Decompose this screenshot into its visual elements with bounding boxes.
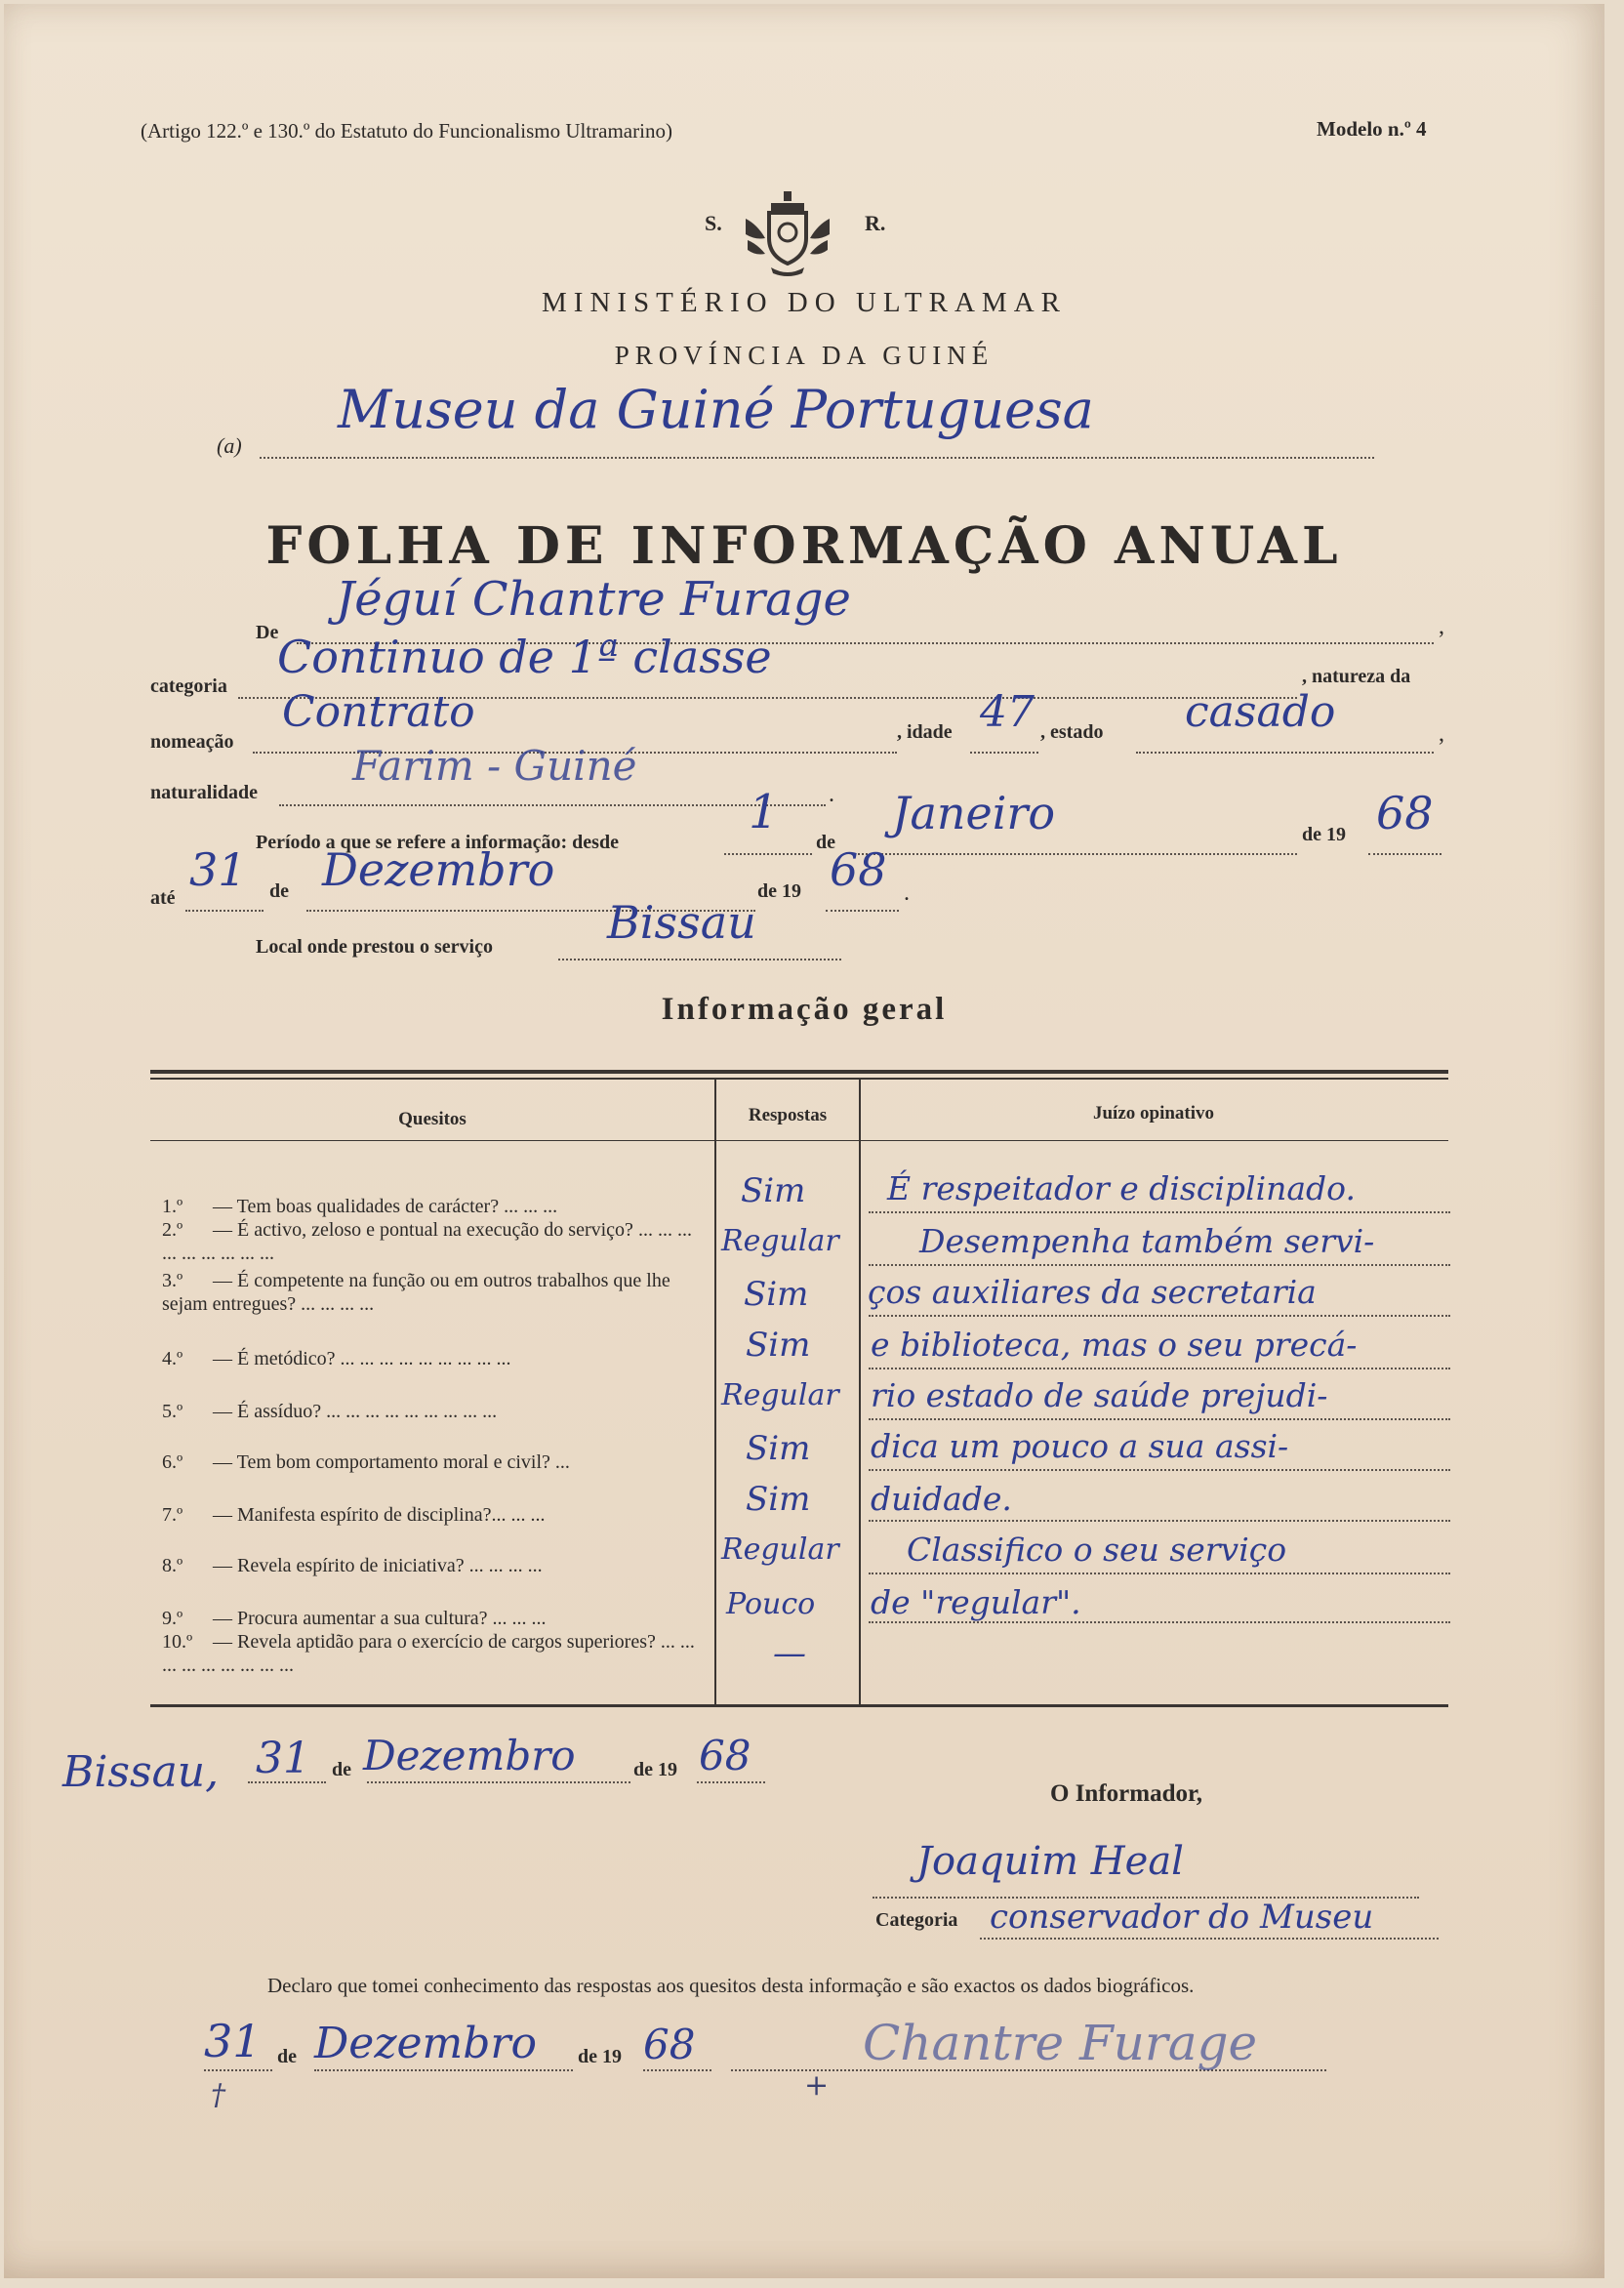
ate-label: até <box>150 887 176 909</box>
declaration-dia: 31 <box>204 2015 262 2067</box>
desde-mes: Janeiro <box>892 787 1056 839</box>
article-reference: (Artigo 122.º e 130.º do Estatuto do Funcionalismo Ultramarino) <box>141 119 672 143</box>
ate-ano-line <box>826 843 899 912</box>
institution-line <box>260 379 1374 459</box>
a-marker: (a) <box>217 433 242 458</box>
ate-dia-line <box>185 843 264 912</box>
idade-value: 47 <box>980 687 1035 737</box>
table-row: 1.º — Tem boas qualidades de carácter? ... ... ... <box>162 1196 558 1217</box>
opinion-line-2: Desempenha também servi- <box>919 1222 1375 1260</box>
thumb-mark-left: † <box>211 2078 225 2112</box>
table-row: 8.º — Revela espírito de iniciativa? ... ... ... ... <box>162 1555 543 1576</box>
answer-4: Sim <box>746 1326 811 1365</box>
declaration-text: Declaro que tomei conhecimento das respostas aos quesitos desta informação e são exactos os dados biográficos. <box>267 1974 1195 1997</box>
desde-de-word: de <box>816 832 835 853</box>
institution-handwritten: Museu da Guiné Portuguesa <box>338 379 1094 440</box>
ate-de-word: de <box>269 880 289 902</box>
answer-8: Regular <box>721 1532 839 1567</box>
desde-ano-line <box>1368 787 1441 855</box>
answer-7: Sim <box>746 1480 811 1519</box>
ate-dia: 31 <box>189 843 247 896</box>
natureza-label: , natureza da <box>1302 666 1411 687</box>
opinion-line-1: É respeitador e disciplinado. <box>887 1169 1356 1207</box>
periodo-label: Período a que se refere a informação: desde <box>256 832 619 853</box>
desde-mes-line <box>853 787 1297 855</box>
sign-place: Bissau, <box>62 1747 220 1797</box>
opinion-line-6: dica um pouco a sua assi- <box>871 1427 1289 1465</box>
table-header-rule <box>150 1140 1448 1141</box>
header-juizo: Juízo opinativo <box>1092 1103 1215 1124</box>
table-top-rule <box>150 1070 1448 1074</box>
answer-3: Sim <box>744 1275 809 1314</box>
informador-signature: Joaquim Heal <box>916 1839 1184 1884</box>
declaration-signature: Chantre Furage <box>863 2015 1258 2071</box>
table-row: 4.º — É metódico? ... ... ... ... ... ... ... ... ... <box>162 1348 511 1369</box>
sign-de19: de 19 <box>633 1759 677 1780</box>
ate-mes: Dezembro <box>322 843 555 896</box>
idade-line <box>970 687 1038 754</box>
opinion-line-8: Classifico o seu serviço <box>907 1531 1287 1569</box>
table-row: 2.º — É activo, zeloso e pontual na execução do serviço? ... ... ... ... ... ... ... ... ... <box>162 1219 692 1264</box>
nomeacao-value: Contrato <box>282 687 475 737</box>
s-letter: S. <box>705 211 722 235</box>
opinion-line-3: ços auxiliares da secretaria <box>868 1273 1317 1311</box>
form-page: (Artigo 122.º e 130.º do Estatuto do Funcionalismo Ultramarino) Modelo n.º 4 S. R. MINISTÉRIO DO ULTRAMAR PROVÍNCIA DA GUINÉ (a) Museu da Guiné Portuguesa FOLHA DE INFORMAÇÃO ANUAL De Jéguí Chantre Furage , categoria Continuo de 1ª classe , natureza da nomeação Contrato , idade 47 , estado casado , naturalidade Farim - Guiné . Período a que se refere a informação: desde 1 de Janeiro de 19 68 até 31 de Dezembro de 19 68 . Local onde prestou o serviço Bissau Informação geral Quesitos Respostas Juízo opinativo 1.º — Tem boas qualidades de carácter? ... ... ... 2.º — É activo, zeloso e pontual na execução do serviço? ... ... ... ... ... ... ... ... ... 3.º — É competente na função ou em outros trabalhos que lhe sejam entregues? ... ... ... ... 4.º — É metódico? ... ... ... ... ... ... ... ... ... 5.º — É assíduo? ... ... ... ... ... ... ... ... ... 6.º — Tem bom comportamento moral e civil? ... 7.º — Manifesta espírito de disciplina?... ... ... 8.º — Revela espírito de iniciativa? ... ... ... ... 9.º — Procura aumentar a sua cultura? ... ... ... 10.º — Revela aptidão para o exercício de cargos superiores? ... ... ... ... ... ... ... ... ... Sim Regular Sim Sim Regular Sim Sim Regular Pouco — É respeitador e disciplinado. Desempenha também servi- ços auxiliares da secretaria e biblioteca, mas o seu precá- rio estado de saúde prejudi- dica um pouco a sua assi- duidade. Classifico o seu serviço de "regular". Bissau, 31 de Dezembro de 19 68 O Informador, Joaquim Heal Categoria conservador do Museu Declaro que tomei conhecimento das respostas aos quesitos desta informação e são exactos os dados biográficos. 31 de Dezembro de 19 68 Chantre Furage † + <box>4 4 1604 2278</box>
table-row: 5.º — É assíduo? ... ... ... ... ... ... ... ... ... <box>162 1401 498 1422</box>
categoria-label: categoria <box>150 675 227 697</box>
desde-dia: 1 <box>749 785 779 839</box>
estado-value: casado <box>1185 687 1336 737</box>
estado-label: , estado <box>1040 721 1104 743</box>
section-title: Informação geral <box>661 992 948 1027</box>
local-line <box>558 896 841 960</box>
sign-ano: 68 <box>699 1732 751 1779</box>
table-row: 3.º — É competente na função ou em outros trabalhos que lhe sejam entregues? ... ... ... ... <box>162 1270 670 1315</box>
answer-9: Pouco <box>726 1587 816 1621</box>
header-quesitos: Quesitos <box>398 1109 467 1129</box>
local-label: Local onde prestou o serviço <box>256 936 493 958</box>
categoria-sign-value: conservador do Museu <box>990 1898 1374 1937</box>
ministry-title: MINISTÉRIO DO ULTRAMAR <box>542 287 1067 318</box>
table-row: 6.º — Tem bom comportamento moral e civil? ... <box>162 1451 570 1473</box>
answer-1: Sim <box>741 1171 806 1210</box>
model-number: Modelo n.º 4 <box>1317 117 1427 141</box>
declaration-de-word: de <box>277 2046 297 2067</box>
categoria-sign-label: Categoria <box>875 1909 958 1931</box>
naturalidade-label: naturalidade <box>150 782 259 803</box>
informador-label: O Informador, <box>1050 1780 1203 1807</box>
declaration-ano: 68 <box>643 2021 696 2068</box>
declaration-de19: de 19 <box>578 2046 622 2067</box>
coat-of-arms-emblem <box>742 189 833 277</box>
form-title: FOLHA DE INFORMAÇÃO ANUAL <box>265 516 1343 576</box>
table-row: 7.º — Manifesta espírito de disciplina?... ... ... <box>162 1504 546 1526</box>
opinion-line-7: duidade. <box>871 1480 1012 1518</box>
de-label: De <box>256 622 279 643</box>
desde-dia-line <box>724 785 812 855</box>
table-divider-2 <box>859 1080 861 1706</box>
sign-dia: 31 <box>256 1734 310 1783</box>
province-title: PROVÍNCIA DA GUINÉ <box>614 341 995 370</box>
r-letter: R. <box>865 211 886 235</box>
desde-ano: 68 <box>1376 787 1434 839</box>
sign-mes: Dezembro <box>363 1732 576 1779</box>
table-row: 9.º — Procura aumentar a sua cultura? ... ... ... <box>162 1608 547 1629</box>
nomeacao-label: nomeação <box>150 731 234 753</box>
table-divider-1 <box>714 1080 716 1706</box>
naturalidade-line <box>279 742 826 806</box>
thumb-mark-right: + <box>804 2068 830 2103</box>
answer-10: — <box>773 1634 806 1673</box>
employee-name: Jéguí Chantre Furage <box>336 572 851 627</box>
answer-6: Sim <box>746 1429 811 1468</box>
header-respostas: Respostas <box>748 1105 828 1125</box>
naturalidade-value: Farim - Guiné <box>352 742 637 790</box>
idade-label: , idade <box>897 721 953 743</box>
declaration-mes: Dezembro <box>314 2019 537 2068</box>
table-bottom-rule <box>150 1704 1448 1707</box>
opinion-line-5: rio estado de saúde prejudi- <box>871 1376 1328 1414</box>
sign-de-word: de <box>332 1759 351 1780</box>
table-row: 10.º — Revela aptidão para o exercício de cargos superiores? ... ... ... ... ... ... ... ... ... <box>162 1631 695 1676</box>
ate-ano: 68 <box>830 843 887 896</box>
desde-de19: de 19 <box>1302 824 1346 845</box>
answer-2: Regular <box>721 1224 839 1258</box>
categoria-value: Continuo de 1ª classe <box>277 631 772 683</box>
ate-de19: de 19 <box>757 880 801 902</box>
local-value: Bissau <box>607 896 756 949</box>
answer-5: Regular <box>721 1378 839 1412</box>
opinion-line-4: e biblioteca, mas o seu precá- <box>871 1326 1358 1364</box>
estado-line <box>1136 687 1434 754</box>
opinion-line-9: de "regular". <box>871 1583 1081 1621</box>
